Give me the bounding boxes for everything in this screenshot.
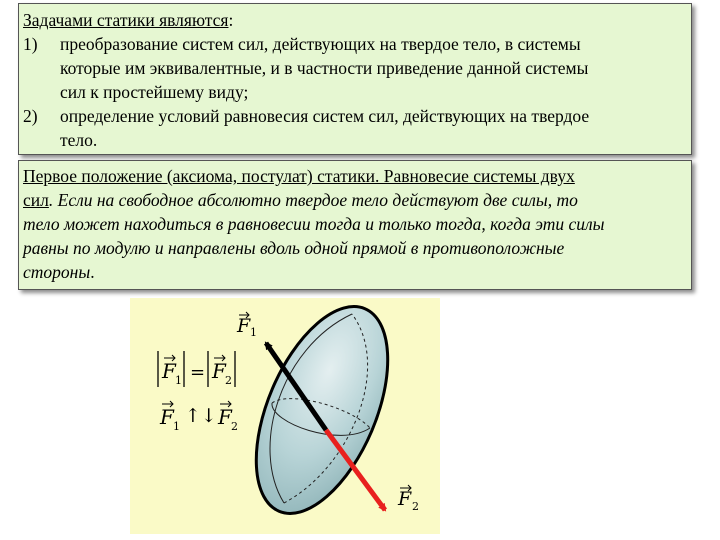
item1-line-2: которые им эквивалентные, и в частности приведение данной системы (60, 58, 589, 78)
item1-line-1: преобразование систем сил, действующих на твердое тело, в системы (60, 34, 581, 54)
item2-number: 2) (23, 106, 38, 126)
axiom-title: Первое положение (аксиома, постулат) статики. Равновесие системы двух (23, 166, 575, 186)
equilibrium-figure (130, 298, 440, 534)
axiom-title-end: сил (23, 190, 49, 210)
item1-number: 1) (23, 34, 38, 54)
svg-text:=: = (190, 362, 206, 383)
axiom-line-2 (23, 190, 578, 210)
statics-tasks-panel (18, 3, 692, 155)
rigid-body-ellipsoid (229, 298, 414, 532)
svg-text:F: F (160, 405, 174, 429)
svg-text:1: 1 (173, 420, 180, 433)
axiom-period: . (90, 262, 95, 282)
tasks-heading-colon: : (228, 10, 234, 30)
svg-text:F: F (237, 315, 251, 337)
axiom-line-5 (23, 262, 95, 282)
axiom-line-3: тело может находиться в равновесии тогда и только тогда, когда эти силы (23, 214, 605, 234)
svg-text:1: 1 (175, 374, 182, 387)
svg-text:1: 1 (250, 326, 257, 339)
svg-text:F: F (398, 488, 412, 510)
svg-text:2: 2 (412, 500, 419, 513)
force-2-label (397, 485, 419, 513)
item2-line-2: тело. (60, 130, 98, 150)
axiom-line-4: равны по модулю и направлены вдоль одной прямой в противоположные (23, 238, 565, 258)
figure-drawing (130, 298, 440, 534)
axiom-panel (18, 160, 692, 290)
svg-text:2: 2 (225, 374, 232, 387)
svg-text:↑↓: ↑↓ (185, 405, 217, 427)
force-1-label (236, 312, 257, 339)
item1-line-3: сил к простейшему виду; (60, 82, 249, 102)
svg-text:F: F (218, 405, 232, 429)
item2-line-1: определение условий равновесия систем сил, действующих на твердое (60, 106, 590, 126)
axiom-statement-start: . Если на свободное абсолютно твердое тело действуют две силы, то (48, 190, 578, 210)
tasks-heading: Задачами статики являются (23, 10, 229, 30)
svg-text:2: 2 (231, 420, 238, 433)
antiparallel-formula (159, 401, 238, 433)
svg-text:F: F (162, 359, 176, 383)
axiom-statement-end: стороны (23, 262, 91, 282)
tasks-heading-line (23, 10, 233, 30)
magnitude-equality-formula (158, 351, 235, 387)
svg-text:F: F (212, 359, 226, 383)
